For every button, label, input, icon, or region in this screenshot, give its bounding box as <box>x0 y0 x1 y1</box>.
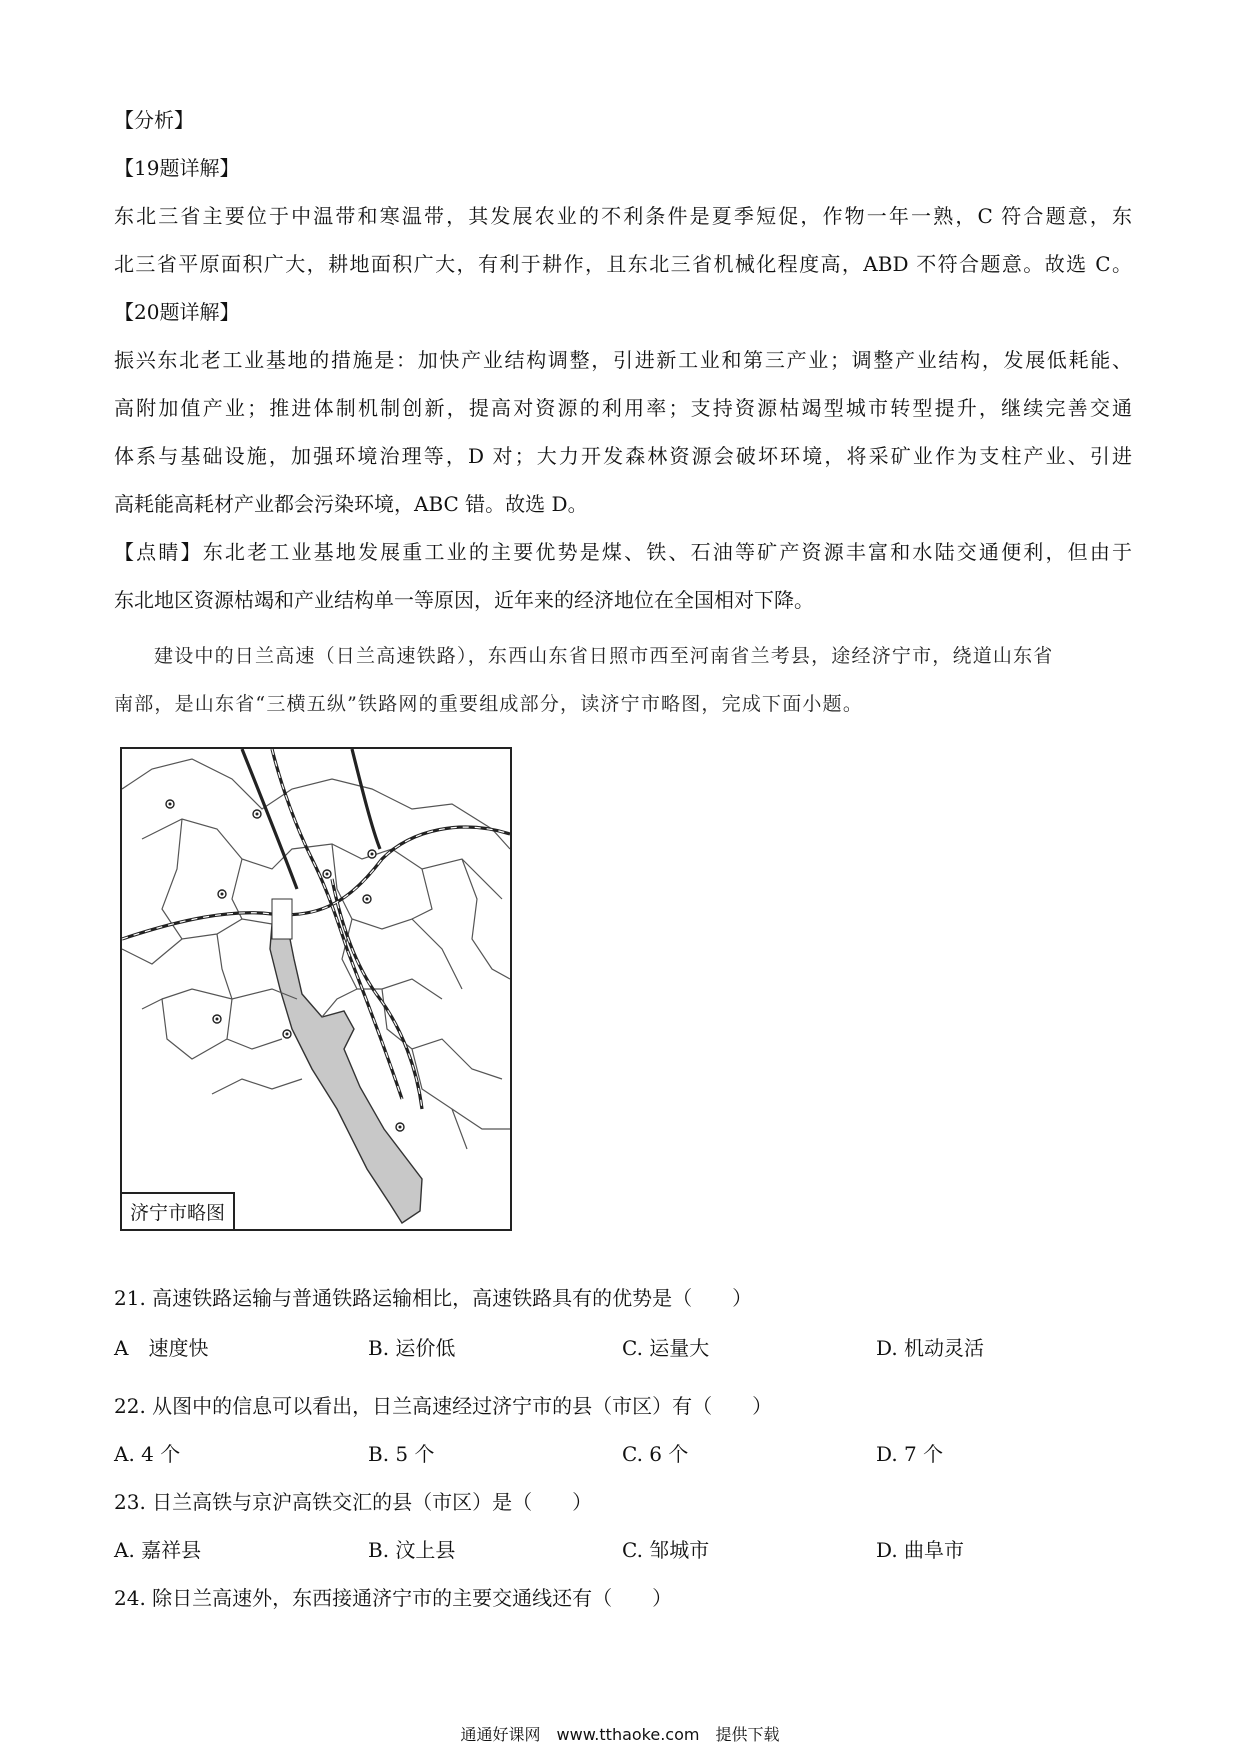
q19-detail-text-2 <box>114 250 1132 278</box>
q20-detail-text-2 <box>114 394 1132 422</box>
analysis-header: 【分析】 <box>114 108 194 132</box>
q23-option-a: A. 嘉祥县 <box>114 1538 202 1562</box>
q22-option-d: D. 7 个 <box>876 1442 944 1466</box>
q21-option-b: B. 运价低 <box>368 1336 456 1360</box>
q20-detail-text-3 <box>114 442 1132 470</box>
question-21-stem: 21. 高速铁路运输与普通铁路运输相比，高速铁路具有的优势是（ ） <box>114 1286 753 1310</box>
q19-detail-text <box>114 202 1132 230</box>
q21-option-d: D. 机动灵活 <box>876 1336 985 1360</box>
question-24-stem: 24. 除日兰高速外，东西接通济宁市的主要交通线还有（ ） <box>114 1586 673 1610</box>
intro-line-2: 南部，是山东省“三横五纵”铁路网的重要组成部分，读济宁市略图，完成下面小题。 <box>114 693 864 715</box>
q20-line-1: 振兴东北老工业基地的措施是：加快产业结构调整，引进新工业和第三产业；调整产业结构，发展低耗能、 <box>114 348 1132 372</box>
q19-detail-header: 【19题详解】 <box>114 156 240 180</box>
comment-line-1: 【点睛】东北老工业基地发展重工业的主要优势是煤、铁、石油等矿产资源丰富和水陆交通便利，但由于 <box>114 540 1132 564</box>
q20-line-2: 高附加值产业；推进体制机制创新，提高对资源的利用率；支持资源枯竭型城市转型提升，继续完善交通 <box>114 396 1132 420</box>
map-drawing <box>122 749 510 1229</box>
jining-map-figure <box>120 747 512 1231</box>
q19-line-1: 东北三省主要位于中温带和寒温带，其发展农业的不利条件是夏季短促，作物一年一熟，C 符合题意，东 <box>114 204 1132 228</box>
q22-option-c: C. 6 个 <box>622 1442 689 1466</box>
q21-option-c: C. 运量大 <box>622 1336 710 1360</box>
q22-option-b: B. 5 个 <box>368 1442 435 1466</box>
lake-area <box>270 924 422 1223</box>
q23-option-b: B. 汶上县 <box>368 1538 456 1562</box>
q20-line-4: 高耗能高耗材产业都会污染环境，ABC 错。故选 D。 <box>114 492 588 516</box>
q23-option-d: D. 曲阜市 <box>876 1538 965 1562</box>
question-22-stem: 22. 从图中的信息可以看出，日兰高速经过济宁市的县（市区）有（ ） <box>114 1394 773 1418</box>
comment-line-2: 东北地区资源枯竭和产业结构单一等原因，近年来的经济地位在全国相对下降。 <box>114 588 814 612</box>
q20-detail-header: 【20题详解】 <box>114 300 240 324</box>
q20-line-3: 体系与基础设施，加强环境治理等，D 对；大力开发森林资源会破坏环境，将采矿业作为支柱产业、引进 <box>114 444 1132 468</box>
page-footer: 通通好课网 www.tthaoke.com 提供下载 <box>460 1725 780 1744</box>
q22-option-a: A. 4 个 <box>114 1442 181 1466</box>
city-center-cluster <box>272 899 292 939</box>
q23-option-c: C. 邹城市 <box>622 1538 710 1562</box>
question-23-stem: 23. 日兰高铁与京沪高铁交汇的县（市区）是（ ） <box>114 1490 593 1514</box>
q19-line-2: 北三省平原面积广大，耕地面积广大，有利于耕作，且东北三省机械化程度高，ABD 不符合题意。故选 C。 <box>114 252 1132 276</box>
county-boundaries <box>122 759 510 1149</box>
q20-detail-text-1 <box>114 346 1132 374</box>
intro-passage <box>114 642 1132 718</box>
map-title: 济宁市略图 <box>122 1192 235 1229</box>
intro-line-1: 建设中的日兰高速（日兰高速铁路），东西山东省日照市西至河南省兰考县，途经济宁市，绕道山东省 <box>154 645 1054 667</box>
comment-text-1 <box>114 538 1132 566</box>
q21-option-a: A 速度快 <box>114 1336 209 1360</box>
